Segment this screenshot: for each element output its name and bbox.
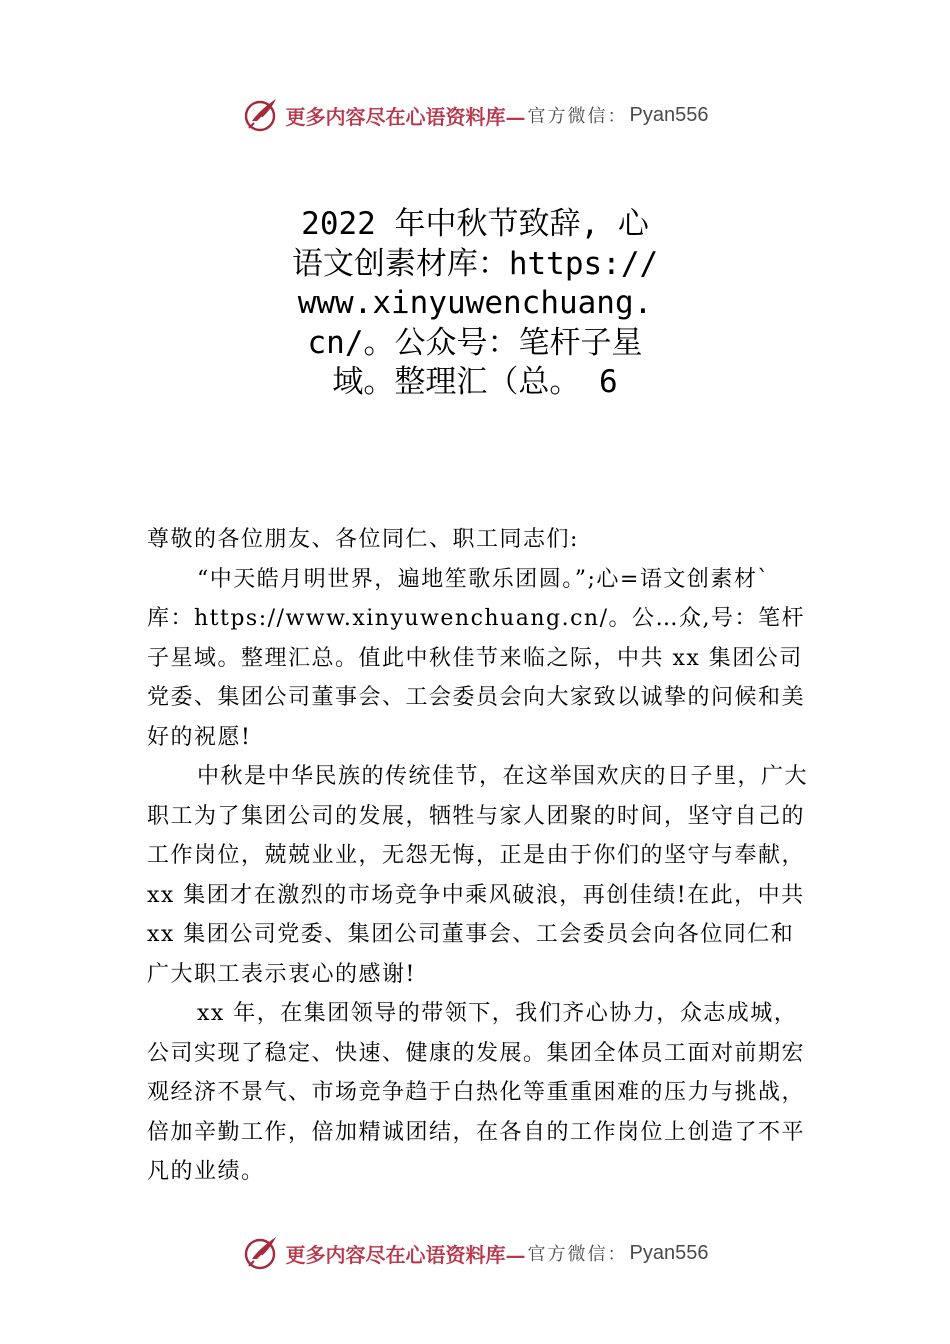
paragraph-2: 中秋是中华民族的传统佳节，在这举国欢庆的日子里，广大职工为了集团公司的发展，牺牲与家人团聚的时间，坚守自己的工作岗位，兢兢业业，无怨无悔，正是由于你们的坚守与奉献，xx 集团才在激烈的市场竞争中乘风破浪，再创佳绩!在此，中共 xx 集团公司党委、集团公司董事会、工会委员会向各位同仁和广大职工表示衷心的感谢! bbox=[147, 764, 809, 987]
banner-wechat-label: 官方微信： bbox=[527, 106, 628, 127]
quill-logo-icon bbox=[242, 1233, 282, 1273]
paragraph-3: xx 年，在集团领导的带领下，我们齐心协力，众志成城，公司实现了稳定、快速、健康的发展。集团全体员工面对前期宏观经济不景气、市场竞争趋于白热化等重重困难的压力与挑战，倍加辛勤工作，倍加精诚团结，在各自的工作岗位上创造了不平凡的业绩。 bbox=[147, 1001, 806, 1184]
banner-wechat-id: Pyan556 bbox=[629, 103, 709, 126]
banner-wechat-label: 官方微信： bbox=[527, 1244, 628, 1265]
footer-banner bbox=[0, 1231, 950, 1275]
banner-slogan: 更多内容尽在心语资料库— bbox=[285, 1242, 526, 1267]
quill-logo-icon bbox=[242, 95, 282, 135]
salutation: 尊敬的各位朋友、各位同仁、职工同志们: bbox=[147, 527, 579, 552]
banner-wechat-id: Pyan556 bbox=[629, 1241, 709, 1264]
banner-slogan: 更多内容尽在心语资料库— bbox=[285, 104, 526, 129]
paragraph-1: “中天皓月明世界，遍地笙歌乐团圆。”;心=语文创素材`库：https://www.xinyuwenchuang.cn/。公…众,号：笔杆子星域。整理汇总。值此中秋佳节来临之际，中共 xx 集团公司党委、集团公司董事会、工会委员会向大家致以诚挚的问候和美好的祝愿! bbox=[147, 566, 806, 750]
header-banner bbox=[0, 93, 950, 137]
document-title: 2022 年中秋节致辞, 心语文创素材库：https://www.xinyuwenchuang.cn/。公众号：笔杆子星域。整理汇（总。 6 bbox=[291, 206, 659, 400]
document-body bbox=[147, 520, 812, 1192]
